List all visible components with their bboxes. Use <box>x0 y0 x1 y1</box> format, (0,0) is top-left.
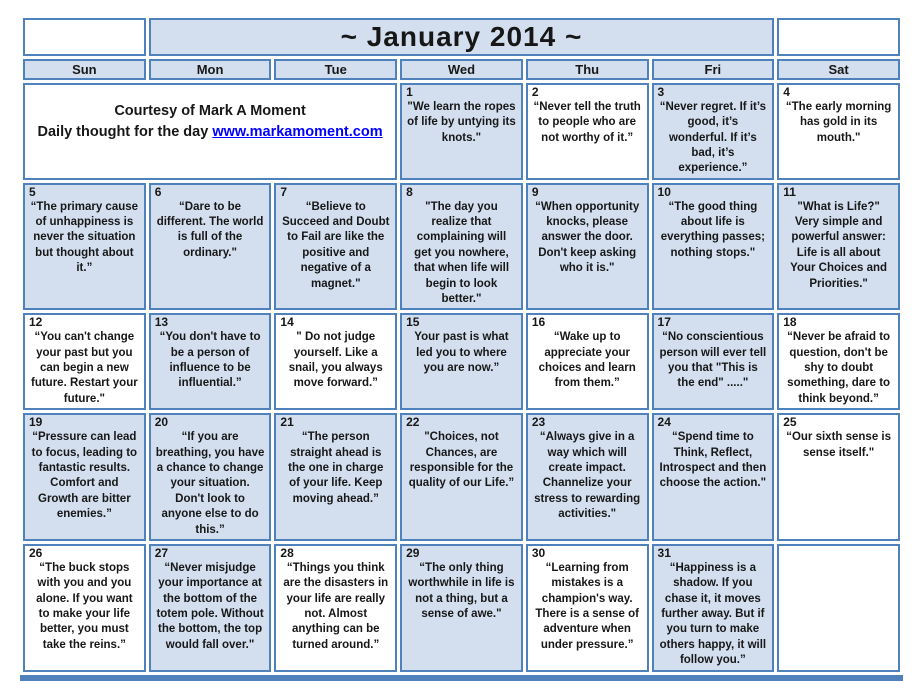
week-row-5 <box>23 544 900 672</box>
day-number: 2 <box>531 85 539 99</box>
day-quote: "We learn the ropes of life by untying its knots." <box>407 100 516 144</box>
day-header-thu: Thu <box>526 59 649 80</box>
day-number: 25 <box>783 415 797 430</box>
day-quote: "Choices, not Chances, are responsible for the quality of our Life.” <box>408 431 515 490</box>
day-cell-19 <box>23 413 146 541</box>
day-quote: “If you are breathing, you have a chance to change your situation. Don't look to anyone else to do this.” <box>155 431 265 536</box>
day-quote: “The early morning has gold in its mouth." <box>785 100 892 144</box>
day-quote: “No conscientious person will ever tell you that "This is the end" ....." <box>659 331 767 390</box>
day-cell-5 <box>23 183 146 311</box>
courtesy-line1: Courtesy of Mark A Moment <box>114 103 306 119</box>
day-cell-27 <box>149 544 272 672</box>
day-number: 9 <box>531 184 539 199</box>
day-quote: “Learning from mistakes is a champion's way. There is a sense of adventure when under pressure.” <box>535 561 639 651</box>
day-cell-8 <box>400 183 523 311</box>
day-cell-6 <box>149 183 272 311</box>
day-number: 3 <box>657 85 665 99</box>
day-cell-16 <box>526 313 649 410</box>
day-number: 19 <box>29 415 43 430</box>
day-cell-30 <box>526 544 649 672</box>
day-number: 5 <box>29 184 36 199</box>
day-quote: “Never be afraid to question, don't be shy to doubt something, dare to think beyond.” <box>787 331 891 405</box>
day-quote: "What is Life?" Very simple and powerful answer: Life is all about Your Choices and Priorities." <box>790 200 888 290</box>
day-number: 31 <box>657 545 671 560</box>
day-quote: “The only thing worthwhile in life is not a thing, but a sense of awe." <box>408 561 515 620</box>
day-number: 12 <box>29 315 43 330</box>
day-header-mon: Mon <box>149 59 272 80</box>
day-number: 1 <box>406 85 413 99</box>
day-number: 23 <box>531 415 546 430</box>
day-number: 21 <box>280 415 294 430</box>
day-number: 17 <box>657 315 671 330</box>
day-cell-1 <box>400 83 523 180</box>
day-number: 13 <box>154 315 169 330</box>
day-number: 20 <box>154 415 169 430</box>
day-header-fri: Fri <box>652 59 775 80</box>
day-quote: “Dare to be different. The world is full of the ordinary." <box>156 200 264 259</box>
week-row-1 <box>23 83 900 180</box>
day-cell-10 <box>652 183 775 311</box>
day-cell-4 <box>777 83 900 180</box>
day-quote: “Our sixth sense is sense itself." <box>786 431 892 459</box>
day-cell-21 <box>274 413 397 541</box>
markamoment-link[interactable]: www.markamoment.com <box>212 124 383 141</box>
day-quote: “The primary cause of unhappiness is never the situation but thought about it.” <box>30 200 139 275</box>
day-quote: Your past is what led you to where you are now.” <box>414 331 509 375</box>
day-number: 14 <box>280 315 294 330</box>
day-cell-31 <box>652 544 775 672</box>
calendar-title: ~ January 2014 ~ <box>149 18 775 56</box>
day-header-wed: Wed <box>400 59 523 80</box>
day-quote: “Never regret. If it’s good, it’s wonderful. If it’s bad, it’s experience.” <box>659 100 767 175</box>
title-row <box>23 18 900 56</box>
day-number: 4 <box>783 85 790 99</box>
day-cell-18 <box>777 313 900 410</box>
day-cell-13 <box>149 313 272 410</box>
day-cell-17 <box>652 313 775 410</box>
day-quote: “Things you think are the disasters in your life are really not. Almost anything can be turned around.” <box>283 561 389 651</box>
day-number: 24 <box>657 415 671 430</box>
day-number: 26 <box>29 545 43 560</box>
week-row-3 <box>23 313 900 410</box>
day-cell-26 <box>23 544 146 672</box>
day-number: 6 <box>154 184 162 199</box>
empty-day-cell <box>777 544 900 672</box>
day-number: 16 <box>531 315 546 330</box>
day-number: 27 <box>154 545 169 560</box>
day-cell-3 <box>652 83 775 180</box>
day-cell-28 <box>274 544 397 672</box>
day-quote: " Do not judge yourself. Like a snail, you always move forward.” <box>288 331 383 390</box>
day-quote: “When opportunity knocks, please answer the door. Don't keep asking who it is." <box>535 200 640 275</box>
day-quote: “The buck stops with you and you alone. If you want to make your life better, you must take the reins.” <box>36 561 133 651</box>
calendar-table <box>20 15 903 681</box>
day-cell-24 <box>652 413 775 541</box>
day-quote: “Always give in a way which will create impact. Channelize your stress to rewarding activities." <box>534 431 641 521</box>
day-quote: “The person straight ahead is the one in charge of your life. Keep moving ahead.” <box>288 431 384 505</box>
day-number: 29 <box>406 545 420 560</box>
day-header-row <box>23 59 900 80</box>
courtesy-line2-text: Daily thought for the day <box>37 124 213 141</box>
day-quote: “Spend time to Think, Reflect, Introspect and then choose the action." <box>659 431 767 490</box>
day-cell-12 <box>23 313 146 410</box>
courtesy-cell <box>23 83 397 180</box>
day-quote: “Happiness is a shadow. If you chase it, it moves further away. But if you turn to make others happy, it will follow you.” <box>659 561 767 667</box>
day-number: 8 <box>406 184 413 199</box>
day-number: 15 <box>406 315 420 330</box>
title-spacer-right <box>777 18 900 56</box>
week-row-2 <box>23 183 900 311</box>
day-cell-15 <box>400 313 523 410</box>
day-header-sat: Sat <box>777 59 900 80</box>
day-quote: “Never misjudge your importance at the bottom of the totem pole. Without the bottom, the top would fall over." <box>156 561 264 651</box>
day-cell-23 <box>526 413 649 541</box>
day-quote: “The good thing about life is everything passes; nothing stops." <box>660 200 765 259</box>
day-number: 30 <box>531 545 546 560</box>
day-cell-2 <box>526 83 649 180</box>
day-quote: “Never tell the truth to people who are not worthy of it.” <box>533 100 641 144</box>
day-number: 22 <box>406 415 420 430</box>
day-quote: “Believe to Succeed and Doubt to Fail are like the positive and negative of a magnet." <box>282 200 390 290</box>
day-number: 11 <box>783 184 796 199</box>
day-quote: “Pressure can lead to focus, leading to fantastic results. Comfort and Growth are bitter enemies.” <box>31 431 138 521</box>
day-quote: “Wake up to appreciate your choices and learn from them.” <box>538 331 636 390</box>
day-cell-11 <box>777 183 900 311</box>
day-header-tue: Tue <box>274 59 397 80</box>
courtesy-line2 <box>28 122 392 143</box>
day-cell-25 <box>777 413 900 541</box>
day-cell-9 <box>526 183 649 311</box>
day-number: 18 <box>783 315 797 330</box>
day-quote: “You can't change your past but you can begin a new future. Restart your future." <box>30 331 138 405</box>
day-cell-14 <box>274 313 397 410</box>
day-number: 28 <box>280 545 294 560</box>
day-header-sun: Sun <box>23 59 146 80</box>
day-cell-22 <box>400 413 523 541</box>
week-row-4 <box>23 413 900 541</box>
day-number: 10 <box>657 184 671 199</box>
day-cell-7 <box>274 183 397 311</box>
day-quote: "The day you realize that complaining will get you nowhere, that when life will begin to look better." <box>413 200 510 306</box>
day-number: 7 <box>280 184 288 199</box>
day-cell-29 <box>400 544 523 672</box>
day-cell-20 <box>149 413 272 541</box>
title-spacer-left <box>23 18 146 56</box>
day-quote: “You don't have to be a person of influence to be influential.” <box>159 331 261 390</box>
